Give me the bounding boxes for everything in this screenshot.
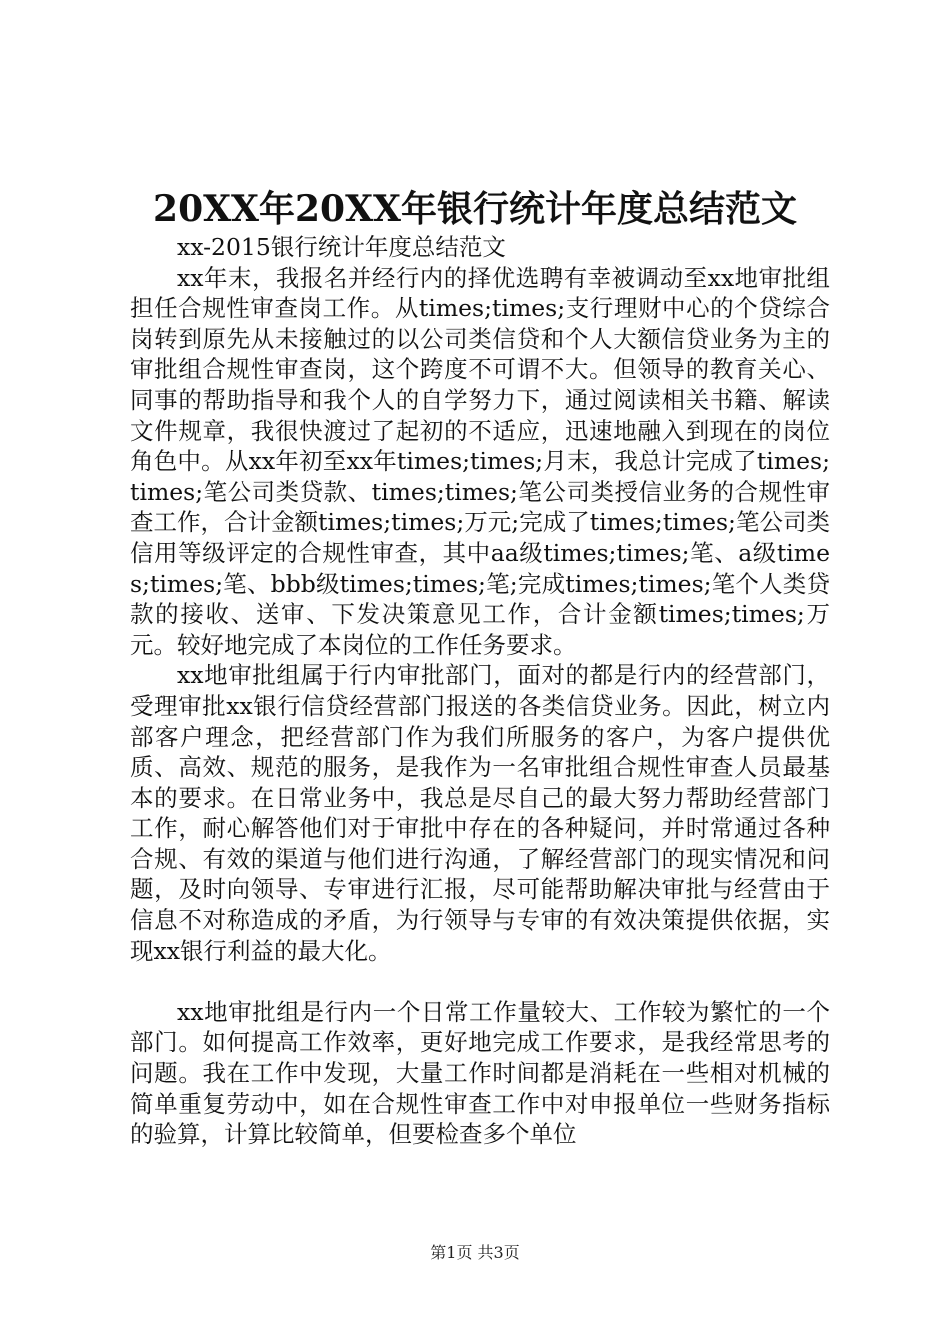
document-title: 20XX年20XX年银行统计年度总结范文 (153, 188, 797, 230)
paragraph-1: xx年末，我报名并经行内的择优选聘有幸被调动至xx地审批组担任合规性审查岗工作。从times;times;支行理财中心的个贷综合岗转到原先从未接触过的以公司类信贷和个人大额信贷业务为主的审批组合规性审查岗，这个跨度不可谓不大。但领导的教育关心、同事的帮助指导和我个人的自学努力下，通过阅读相关书籍、解读文件规章，我很快渡过了起初的不适应，迅速地融入到现在的岗位角色中。从xx年初至xx年times;times;月末，我总计完成了times;times;笔公司类贷款、times;times;笔公司类授信业务的合规性审查工作，合计金额times;times;万元;完成了times;times;笔公司类信用等级评定的合规性审查，其中aa级times;times;笔、a级times;times;笔、bbb级times;times;笔;完成times;times;笔个人类贷款的接收、送审、下发决策意见工作，合计金额times;times;万元。较好地完成了本岗位的工作任务要求。 (130, 263, 830, 659)
paragraph-spacer (130, 966, 830, 997)
document-body (130, 232, 830, 1150)
document-subtitle: xx-2015银行统计年度总结范文 (177, 233, 506, 261)
paragraph-3: xx地审批组是行内一个日常工作量较大、工作较为繁忙的一个部门。如何提高工作效率，更好地完成工作要求，是我经常思考的问题。我在工作中发现，大量工作时间都是消耗在一些相对机械的简单重复劳动中，如在合规性审查工作中对申报单位一些财务指标的验算，计算比较简单，但要检查多个单位 (130, 997, 830, 1149)
paragraph-2: xx地审批组属于行内审批部门，面对的都是行内的经营部门，受理审批xx银行信贷经营部门报送的各类信贷业务。因此，树立内部客户理念，把经营部门作为我们所服务的客户，为客户提供优质、高效、规范的服务，是我作为一名审批组合规性审查人员最基本的要求。在日常业务中，我总是尽自己的最大努力帮助经营部门工作，耐心解答他们对于审批中存在的各种疑问，并时常通过各种合规、有效的渠道与他们进行沟通，了解经营部门的现实情况和问题，及时向领导、专审进行汇报，尽可能帮助解决审批与经营由于信息不对称造成的矛盾，为行领导与专审的有效决策提供依据，实现xx银行利益的最大化。 (130, 661, 830, 965)
page-number-footer: 第1页 共3页 (430, 1243, 520, 1262)
